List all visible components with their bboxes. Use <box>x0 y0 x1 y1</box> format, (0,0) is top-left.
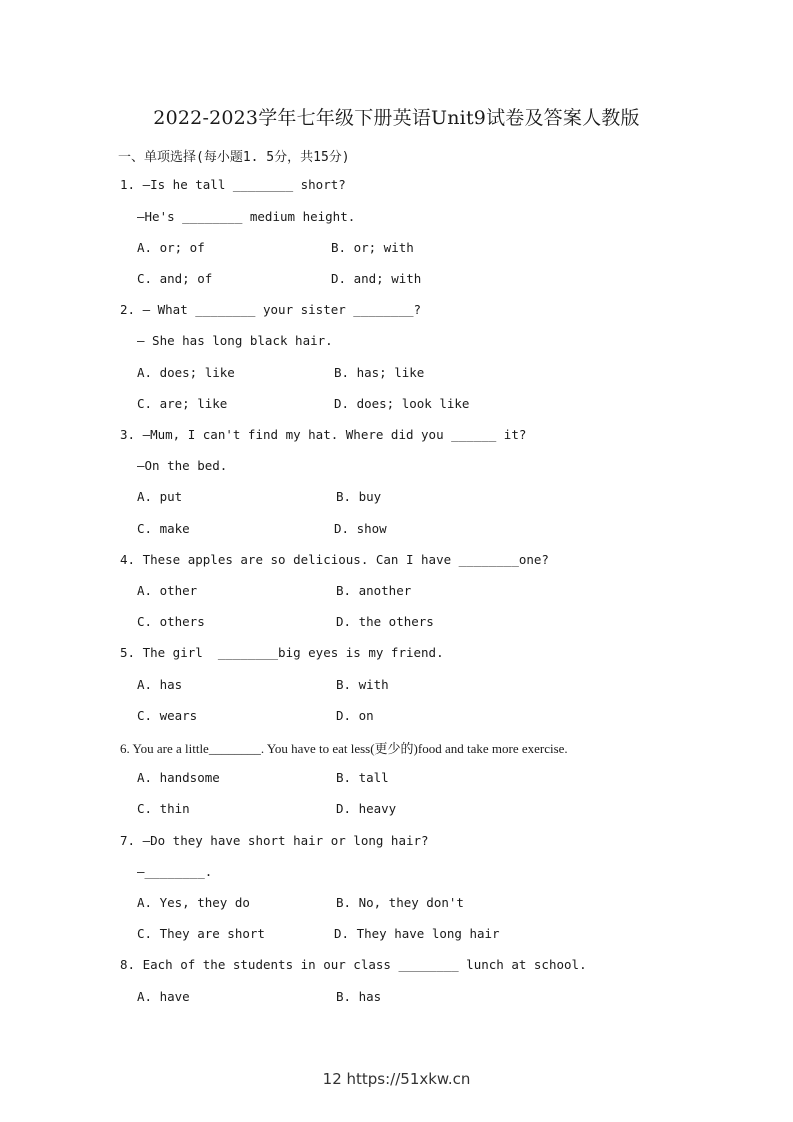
option-c: C. others <box>137 614 205 629</box>
question-reply: —He's ________ medium height. <box>137 209 356 224</box>
question-stem: 6. You are a little________. You have to eat less(更少的)food and take more exercise. <box>120 741 568 756</box>
option-a: A. Yes, they do <box>137 895 250 910</box>
option-a: A. has <box>137 677 183 692</box>
question-stem: 7. —Do they have short hair or long hair? <box>120 833 429 848</box>
option-a: A. or; of <box>137 240 205 255</box>
option-a: A. put <box>137 489 183 504</box>
option-c: C. and; of <box>137 271 213 286</box>
question-stem: 3. —Mum, I can't find my hat. Where did you ______ it? <box>120 427 527 442</box>
question-reply: —On the bed. <box>137 458 228 473</box>
option-d: D. heavy <box>336 801 397 816</box>
question-stem: 4. These apples are so delicious. Can I have ________one? <box>120 552 549 567</box>
option-d: D. and; with <box>331 271 422 286</box>
option-a: A. other <box>137 583 198 598</box>
option-a: A. does; like <box>137 365 235 380</box>
question-reply: — She has long black hair. <box>137 333 333 348</box>
option-b: B. or; with <box>331 240 414 255</box>
section-heading: 一、单项选择(每小题1. 5分，共15分) <box>118 150 350 165</box>
option-b: B. No, they don't <box>336 895 464 910</box>
question-stem: 5. The girl ________big eyes is my friend. <box>120 645 444 660</box>
question-reply: —________. <box>137 864 213 879</box>
option-d: D. They have long hair <box>334 926 500 941</box>
option-d: D. on <box>336 708 374 723</box>
option-d: D. the others <box>336 614 434 629</box>
option-b: B. has; like <box>334 365 425 380</box>
option-d: D. does; look like <box>334 396 470 411</box>
option-b: B. has <box>336 989 382 1004</box>
option-b: B. tall <box>336 770 389 785</box>
option-c: C. make <box>137 521 190 536</box>
option-a: A. have <box>137 989 190 1004</box>
option-d: D. show <box>334 521 387 536</box>
option-b: B. another <box>336 583 412 598</box>
option-b: B. buy <box>336 489 382 504</box>
question-stem: 8. Each of the students in our class ________ lunch at school. <box>120 957 587 972</box>
option-c: C. They are short <box>137 926 265 941</box>
option-a: A. handsome <box>137 770 220 785</box>
option-c: C. are; like <box>137 396 228 411</box>
question-stem: 2. — What ________ your sister ________? <box>120 302 422 317</box>
option-b: B. with <box>336 677 389 692</box>
page-title: 2022-2023学年七年级下册英语Unit9试卷及答案人教版 <box>153 107 640 129</box>
question-stem: 1. —Is he tall ________ short? <box>120 177 346 192</box>
page-footer: 12 https://51xkw.cn <box>322 1070 471 1088</box>
option-c: C. wears <box>137 708 198 723</box>
option-c: C. thin <box>137 801 190 816</box>
